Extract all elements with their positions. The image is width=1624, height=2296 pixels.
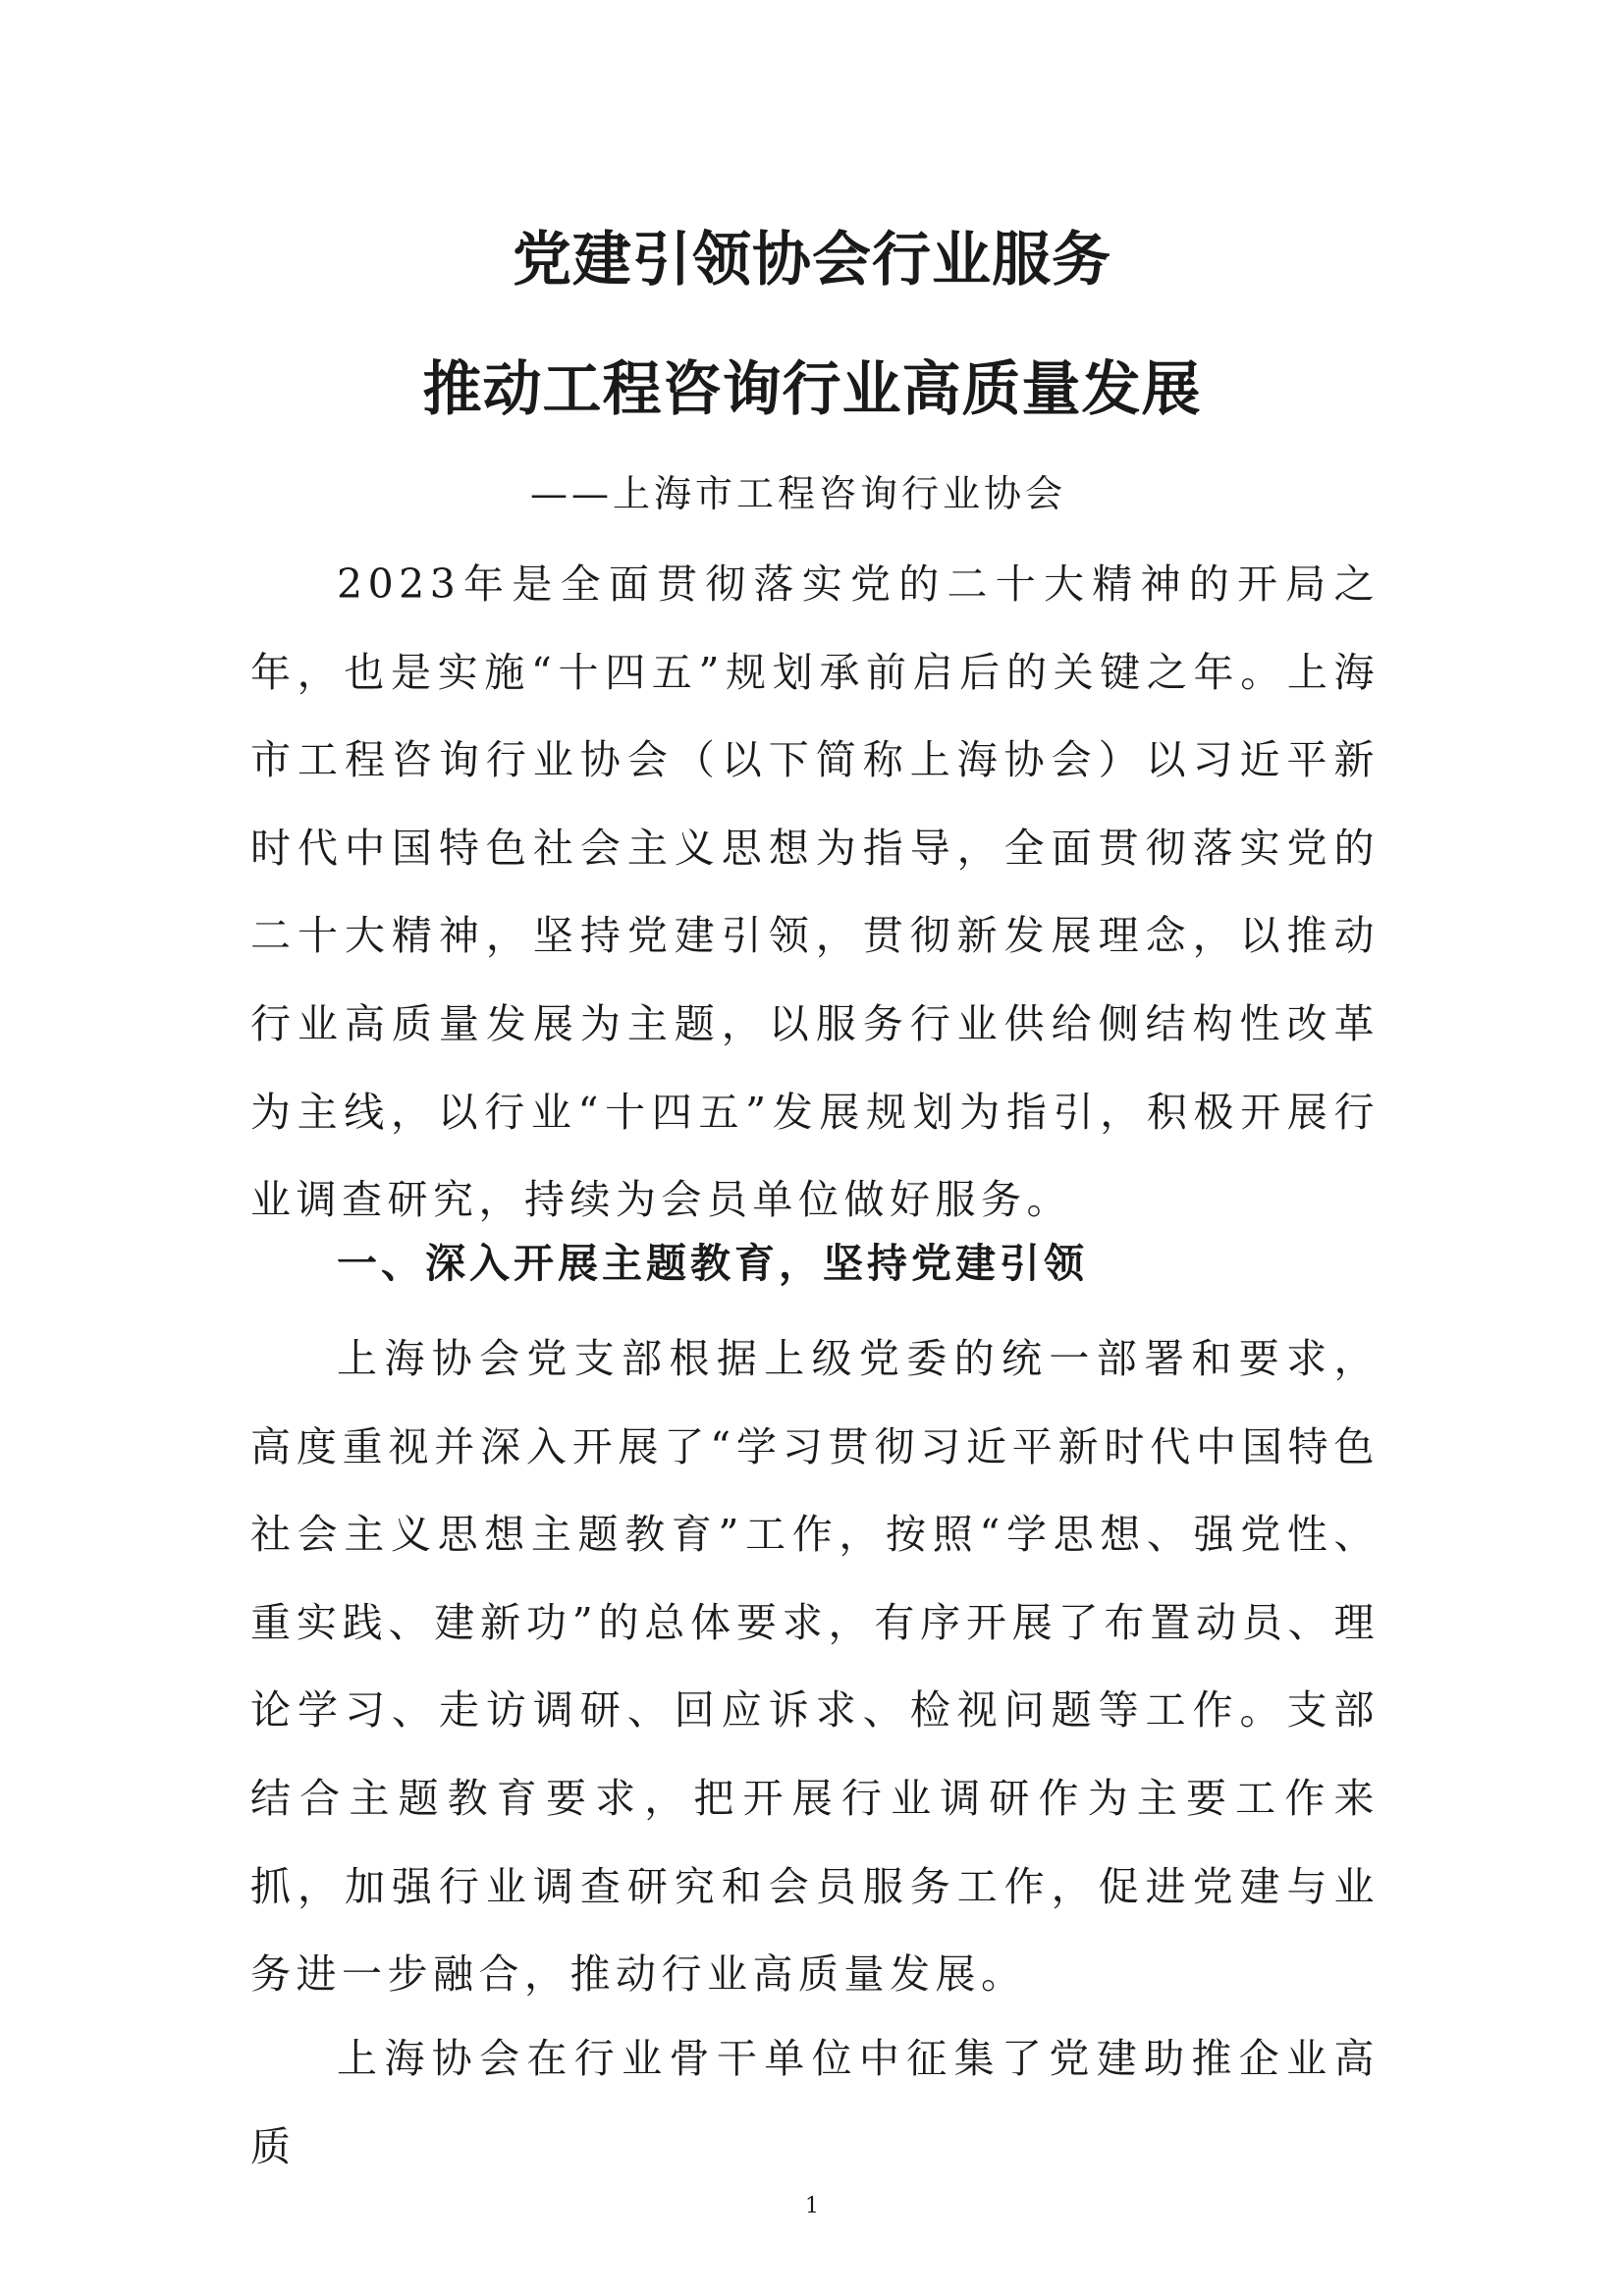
paragraph-continued: 上海协会在行业骨干单位中征集了党建助推企业高质 (250, 2035, 1380, 2170)
paragraph-intro: 2023年是全面贯彻落实党的二十大精神的开局之年，也是实施“十四五”规划承前启后的关键之年。上海市工程咨询行业协会（以下简称上海协会）以习近平新时代中国特色社会主义思想为指导，全面贯彻落实党的二十大精神，坚持党建引领，贯彻新发展理念，以推动行业高质量发展为主题，以服务行业供给侧结构性改革为主线，以行业“十四五”发展规划为指引，积极开展行业调查研究，持续为会员单位做好服务。 (250, 561, 1380, 1224)
title-line-1: 党建引领协会行业服务 (513, 226, 1111, 294)
subtitle-author: ——上海市工程咨询行业协会 (530, 472, 1067, 515)
page-number: 1 (805, 2194, 819, 2218)
paragraph-section1: 上海协会党支部根据上级党委的统一部署和要求，高度重视并深入开展了“学习贯彻习近平新时代中国特色社会主义思想主题教育”工作，按照“学思想、强党性、重实践、建新功”的总体要求，有序开展了布置动员、理论学习、走访调研、回应诉求、检视问题等工作。支部结合主题教育要求，把开展行业调研作为主要工作来抓，加强行业调查研究和会员服务工作，促进党建与业务进一步融合，推动行业高质量发展。 (250, 1335, 1380, 1999)
section-heading-1: 一、深入开展主题教育，坚持党建引领 (337, 1240, 1088, 1287)
title-line-2: 推动工程咨询行业高质量发展 (422, 355, 1202, 424)
